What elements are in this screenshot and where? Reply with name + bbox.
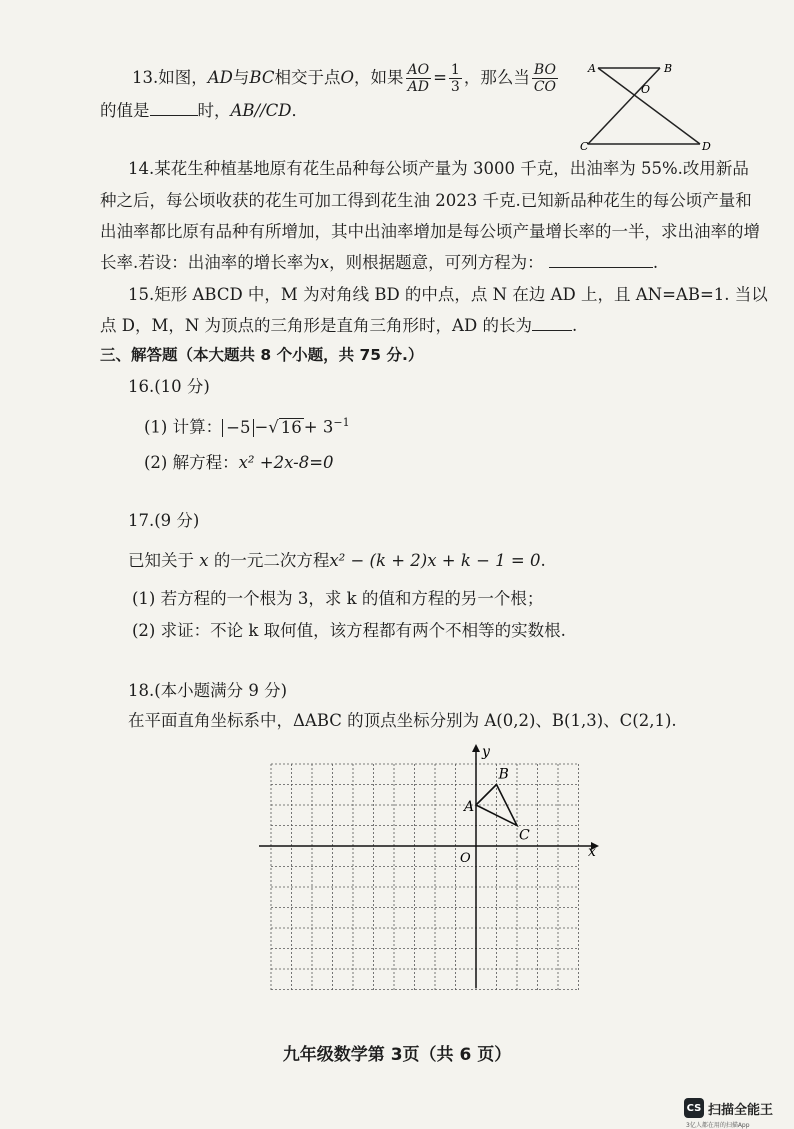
q14-line3: 出油率都比原有品种有所增加，其中出油率增加是每公顷产量增长率的一半，求出油率的增	[100, 222, 760, 241]
q14-line2: 种之后，每公顷收获的花生可加工得到花生油 2023 千克.已知新品种花生的每公顷产量和	[100, 191, 752, 210]
answer-blank-13	[150, 101, 198, 116]
camscanner-logo	[684, 1098, 773, 1118]
q16-header: 16.(10 分)	[128, 377, 210, 396]
fraction-one-third: $\frac{1}{3}$	[450, 62, 460, 95]
y-axis-label: y	[482, 744, 490, 760]
q18-stem: 在平面直角坐标系中，ΔABC 的顶点坐标分别为 A(0,2)、B(1,3)、C(2,1).	[128, 711, 677, 730]
square-root: 16	[280, 417, 302, 437]
page-footer: 九年级数学第 3页（共 6 页）	[282, 1045, 512, 1065]
label-d: D	[702, 140, 711, 153]
q17-part1: (1) 若方程的一个根为 3，求 k 的值和方程的另一个根；	[132, 589, 544, 608]
label-a: A	[588, 62, 596, 75]
origin-label: O	[460, 851, 471, 866]
q17-header: 17.(9 分)	[128, 511, 200, 530]
label-c: C	[580, 140, 589, 153]
cs-logo-icon: CS	[684, 1098, 704, 1118]
label-b: B	[664, 62, 673, 75]
q15-line2: 点 D，M，N 为顶点的三角形是直角三角形时，AD 的长为 .	[100, 316, 578, 335]
q17-part2: (2) 求证：不论 k 取何值，该方程都有两个不相等的实数根.	[132, 621, 566, 640]
q16-part2: (2) 解方程：x² +2x-8=0	[144, 453, 334, 472]
fraction-ao-ad: $\frac{AO}{AD}$	[407, 62, 430, 95]
q17-stem: 已知关于 x 的一元二次方程x² − (k + 2)x + k − 1 = 0.	[128, 551, 546, 570]
vertex-label-b: B	[498, 766, 509, 783]
coordinate-grid	[255, 742, 605, 992]
app-tagline: 3亿人都在用的扫描App	[686, 1122, 750, 1129]
app-name: 扫描全能王	[708, 1102, 774, 1118]
q18-header: 18.(本小题满分 9 分)	[128, 681, 288, 700]
section-3-title: 三、解答题（本大题共 8 个小题，共 75 分.）	[100, 346, 424, 364]
q14-line1: 14.某花生种植基地原有花生品种每公顷产量为 3000 千克，出油率为 55%.改用新品	[128, 159, 749, 178]
absolute-value: −5	[222, 419, 254, 437]
x-axis-label: x	[588, 844, 596, 860]
answer-blank-14	[549, 253, 653, 268]
y-axis-arrow	[472, 744, 480, 752]
q13-figure	[580, 58, 720, 154]
vertex-label-c: C	[519, 827, 530, 844]
q15-line1: 15.矩形 ABCD 中，M 为对角线 BD 的中点，点 N 在边 AD 上，且 AN=AB=1. 当以	[128, 285, 768, 304]
q16-part1: (1) 计算： −5 −√ $16 + 3^{-1}$	[144, 416, 350, 437]
vertex-label-a: A	[464, 799, 475, 815]
q14-line4: 长率.若设：出油率的增长率为x，则根据题意，可列方程为： .	[100, 253, 659, 272]
fraction-bo-co: $\frac{BO}{CO}$	[533, 62, 557, 95]
label-o: O	[641, 83, 651, 96]
q13-line1: 13.如图，AD与BC相交于点O，如果 $\frac{AO}{AD}$ = $\frac{1}{3}$ ，那么当 $\frac{BO}{CO}$	[132, 62, 557, 95]
answer-blank-15	[532, 316, 572, 331]
q13-line2: 的值是 时，AB//CD．	[100, 101, 309, 120]
